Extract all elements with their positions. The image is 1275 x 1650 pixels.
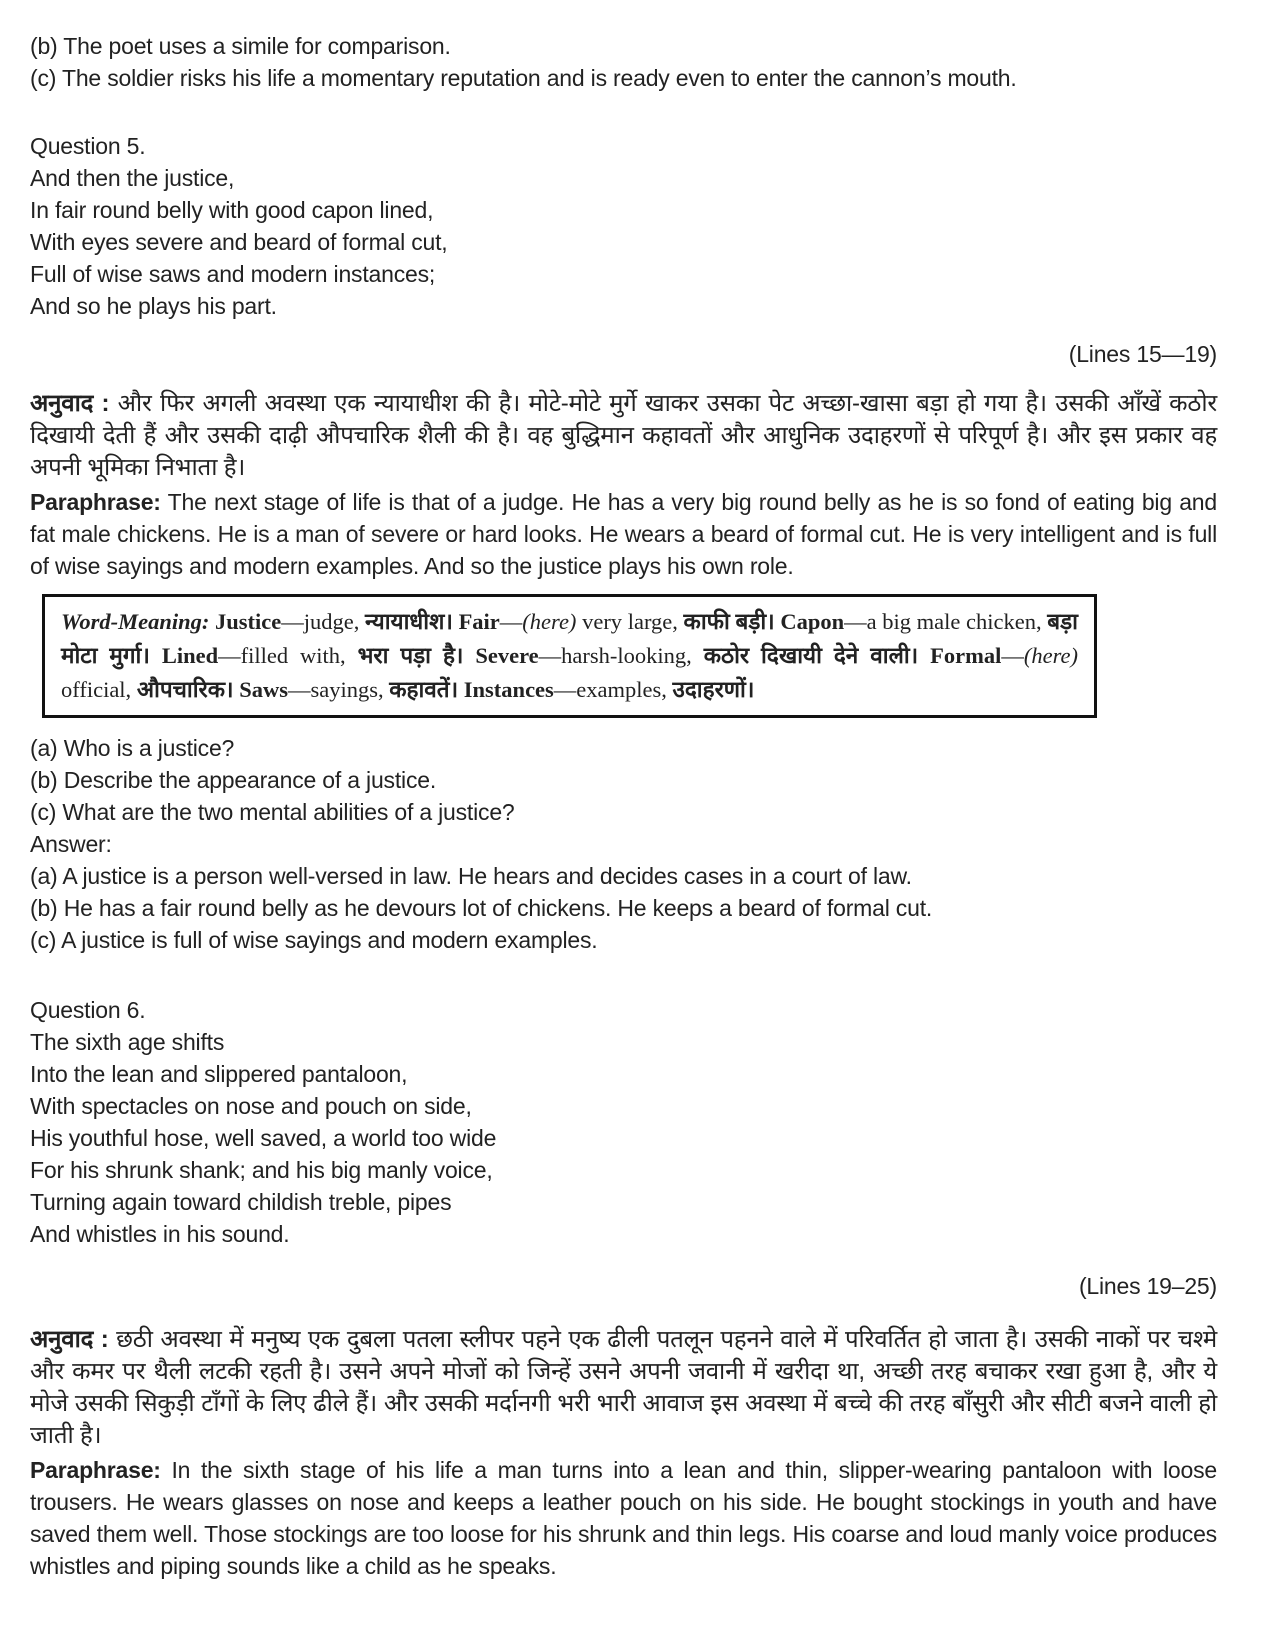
word-meaning-segment: भरा पड़ा है।: [357, 643, 464, 668]
poem-line: With eyes severe and beard of formal cut,: [30, 229, 448, 255]
word-meaning-segment: Formal: [930, 643, 1002, 668]
question-5-block: [30, 130, 1217, 322]
word-meaning-segment: Word-Meaning:: [61, 609, 215, 634]
word-meaning-segment: —judge,: [281, 609, 366, 634]
word-meaning-segment: न्यायाधीश।: [365, 609, 453, 634]
word-meaning-segment: कहावतें।: [389, 677, 459, 702]
lines-reference-q6: (Lines 19–25): [1078, 1273, 1217, 1299]
word-meaning-segment: काफी बड़ी।: [683, 609, 775, 634]
word-meaning-segment: Fair: [458, 609, 500, 634]
answer-line: (b) He has a fair round belly as he devours lot of chickens. He keeps a beard of formal cut.: [30, 895, 933, 921]
paraphrase-text-q5: The next stage of life is that of a judge. He has a very big round belly as he is so fond of eating big and fat male chickens. He is a man of severe or hard looks. He wears a beard of formal cut. He is very intelligent and is full of wise sayings and modern examples. And so the justice plays his own role.: [30, 489, 1217, 579]
answer-label-q5: Answer:: [30, 831, 112, 857]
poem-line: In fair round belly with good capon lined,: [30, 197, 434, 223]
anuvad-paragraph-q5: [30, 388, 1217, 484]
question-6-block: [30, 994, 1217, 1250]
paraphrase-paragraph-q6: [30, 1454, 1217, 1582]
poem-line: The sixth age shifts: [30, 1029, 225, 1055]
word-meaning-segment: उदाहरणों।: [672, 677, 755, 702]
question-6-heading: Question 6.: [30, 997, 146, 1023]
sub-question-line: (a) Who is a justice?: [30, 735, 235, 761]
word-meaning-segment: [463, 643, 475, 668]
poem-line: And then the justice,: [30, 165, 235, 191]
word-meaning-segment: कठोर दिखायी देने वाली।: [703, 643, 919, 668]
poem-line: With spectacles on nose and pouch on side,: [30, 1093, 472, 1119]
word-meaning-segment: very large,: [576, 609, 684, 634]
lines-reference-q5: (Lines 15—19): [1068, 341, 1217, 367]
answers-list-q5: [30, 860, 1217, 956]
paraphrase-label-q6: Paraphrase:: [30, 1457, 161, 1483]
paraphrase-label-q5: Paraphrase:: [30, 489, 161, 515]
word-meaning-segment: official,: [61, 677, 137, 702]
word-meaning-segment: [918, 643, 930, 668]
paraphrase-paragraph-q5: [30, 486, 1217, 582]
anuvad-label-q5: अनुवाद :: [30, 390, 110, 417]
answer-line: (a) A justice is a person well-versed in law. He hears and decides cases in a court of law.: [30, 863, 912, 889]
anuvad-text-q6: छठी अवस्था में मनुष्य एक दुबला पतला स्लीपर पहने एक ढीली पतलून पहनने वाले में परिवर्तित हो जाता है। उसकी नाकों पर चश्मे और कमर पर थैली लटकी रहती है। उसने अपने मोजों को जिन्हें उसने अपनी जवानी में खरीदा था, अच्छी तरह बचाकर रखा हुआ है, और ये मोजे उसकी सिकुड़ी टाँगों के लिए ढीले हैं। और उसकी मर्दानगी भरी भारी आवाज इस अवस्था में बच्चे की तरह बाँसुरी और सीटी बजने वाली हो जाती है।: [30, 1326, 1218, 1449]
top-answers-block: [30, 30, 1217, 94]
poem-line: Full of wise saws and modern instances;: [30, 261, 436, 287]
anuvad-text-q5: और फिर अगली अवस्था एक न्यायाधीश की है। मोटे-मोटे मुर्गे खाकर उसका पेट अच्छा-खासा बड़ा हो गया है। उसकी आँखें कठोर दिखायी देती हैं और उसकी दाढ़ी औपचारिक शैली की है। वह बुद्धिमान कहावतों और आधुनिक उदाहरणों से परिपूर्ण है। और इस प्रकार वह अपनी भूमिका निभाता है।: [30, 390, 1217, 481]
poem-line: Turning again toward childish treble, pipes: [30, 1189, 452, 1215]
answer-line: (b) The poet uses a simile for comparison.: [30, 33, 451, 59]
word-meaning-segment: —a big male chicken,: [844, 609, 1048, 634]
word-meaning-segment: (here): [522, 609, 577, 634]
poem-line: For his shrunk shank; and his big manly voice,: [30, 1157, 493, 1183]
sub-question-line: (b) Describe the appearance of a justice.: [30, 767, 437, 793]
word-meaning-segment: —sayings,: [287, 677, 390, 702]
word-meaning-segment: —filled with,: [218, 643, 358, 668]
word-meaning-segment: औपचारिक।: [136, 677, 234, 702]
word-meaning-segment: Saws: [239, 677, 288, 702]
word-meaning-segment: [150, 643, 162, 668]
anuvad-label-q6: अनुवाद :: [30, 1326, 109, 1353]
poem-line: His youthful hose, well saved, a world too wide: [30, 1125, 497, 1151]
poem-line: And whistles in his sound.: [30, 1221, 290, 1247]
question-6-poem: [30, 1026, 1217, 1250]
word-meaning-segment: (here): [1023, 643, 1078, 668]
question-5-poem: [30, 162, 1217, 322]
word-meaning-segment: —: [499, 609, 523, 634]
paraphrase-text-q6: In the sixth stage of his life a man turns into a lean and thin, slipper-wearing pantaloon with loose trousers. He wears glasses on nose and keeps a leather pouch on his side. He bought stockings in youth and have saved them well. Those stockings are too loose for his shrunk and thin legs. His coarse and loud manly voice produces whistles and piping sounds like a child as he speaks.: [30, 1457, 1217, 1579]
poem-line: Into the lean and slippered pantaloon,: [30, 1061, 408, 1087]
anuvad-paragraph-q6: [30, 1324, 1217, 1452]
word-meaning-segment: —harsh-looking,: [538, 643, 704, 668]
word-meaning-segment: Capon: [780, 609, 845, 634]
word-meaning-box: [42, 594, 1097, 718]
poem-line: And so he plays his part.: [30, 293, 277, 319]
word-meaning-segment: Severe: [475, 643, 539, 668]
answer-line: (c) The soldier risks his life a momentary reputation and is ready even to enter the cannon’s mouth.: [30, 65, 1017, 91]
sub-question-line: (c) What are the two mental abilities of a justice?: [30, 799, 515, 825]
word-meaning-segment: —: [1001, 643, 1024, 668]
word-meaning-segment: Lined: [161, 643, 219, 668]
word-meaning-segment: Justice: [215, 609, 282, 634]
sub-questions-q5: [30, 732, 1217, 828]
question-5-heading: Question 5.: [30, 133, 146, 159]
word-meaning-segment: बड़ा मोटा मुर्गा।: [61, 609, 1079, 668]
word-meaning-segment: Instances: [463, 677, 554, 702]
answer-line: (c) A justice is full of wise sayings and modern examples.: [30, 927, 598, 953]
word-meaning-segment: —examples,: [553, 677, 673, 702]
